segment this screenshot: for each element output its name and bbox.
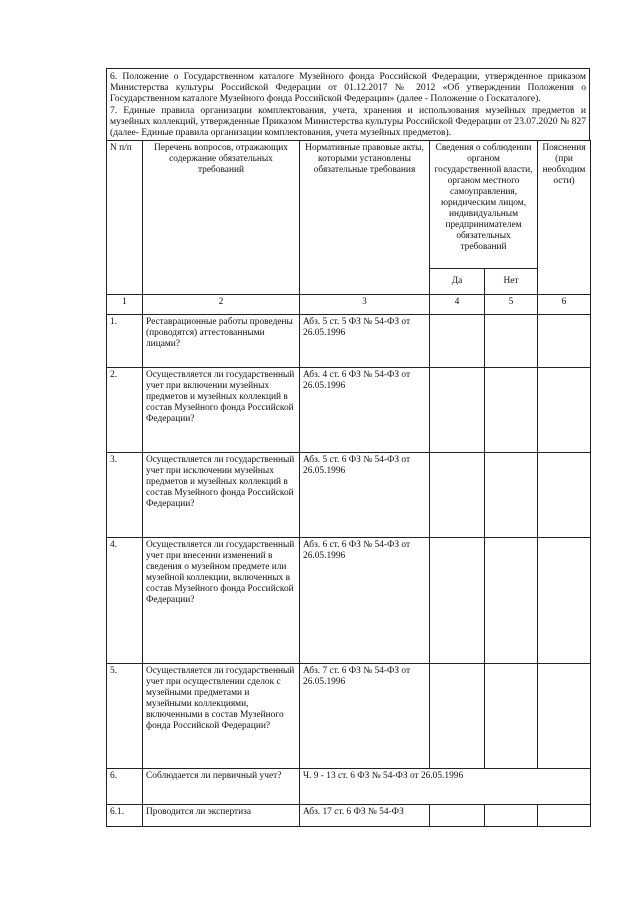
- column-number: 4: [430, 295, 485, 315]
- row-yes-cell: [430, 315, 485, 368]
- row-act: Абз. 5 ст. 6 ФЗ № 54-ФЗ от 26.05.1996: [300, 453, 430, 538]
- table-row: [107, 453, 591, 538]
- row-notes-cell: [538, 453, 591, 538]
- column-number: 5: [485, 295, 538, 315]
- header-compliance: Сведения о соблюдении органом государственной власти, органом местного самоуправления, юридическим лицом, индивидуальным предпринимателем обязательных требований: [430, 141, 538, 269]
- column-number: 1: [107, 295, 143, 315]
- row-no-cell: [485, 453, 538, 538]
- row-num: 6.1.: [107, 805, 143, 827]
- document-page: [106, 68, 590, 827]
- row-num: 4.: [107, 538, 143, 664]
- table-row: [107, 664, 591, 769]
- row-num: 3.: [107, 453, 143, 538]
- header-acts: Нормативные правовые акты, которыми установлены обязательные требования: [300, 141, 430, 295]
- row-no-cell: [485, 368, 538, 453]
- row-question: Осуществляется ли государственный учет при внесении изменений в сведения о музейном предмете или музейной коллекции, включенных в состав Музейного фонда Российской Федерации?: [143, 538, 300, 664]
- row-no-cell: [485, 664, 538, 769]
- requirements-table: [106, 140, 591, 827]
- column-number: 2: [143, 295, 300, 315]
- header-notes: Пояснения (при необходим ости): [538, 141, 591, 295]
- row-num: 2.: [107, 368, 143, 453]
- intro-item-6: 6. Положение о Государственном каталоге Музейного фонда Российской Федерации, утвержденное приказом Министерства культуры Российской Федерации от 01.12.2017 № 2012 «Об утверждении Положения о Государственном каталоге Музейного фонда Российской Федерации» (далее - Положение о Госкаталоге).: [110, 71, 586, 105]
- row-yes-cell: [430, 538, 485, 664]
- column-numbers-row: [107, 295, 591, 315]
- intro-block: [106, 68, 590, 140]
- column-number: 3: [300, 295, 430, 315]
- row-question: Реставрационные работы проведены (проводятся) аттестованными лицами?: [143, 315, 300, 368]
- header-yes: Да: [430, 269, 485, 295]
- row-act-wide: Ч. 9 - 13 ст. 6 ФЗ № 54-ФЗ от 26.05.1996: [300, 769, 591, 805]
- row-num: 6.: [107, 769, 143, 805]
- row-notes-cell: [538, 805, 591, 827]
- row-yes-cell: [430, 453, 485, 538]
- row-act: Абз. 17 ст. 6 ФЗ № 54-ФЗ: [300, 805, 430, 827]
- row-question: Соблюдается ли первичный учет?: [143, 769, 300, 805]
- table-row: [107, 538, 591, 664]
- row-num: 1.: [107, 315, 143, 368]
- row-yes-cell: [430, 664, 485, 769]
- header-no: Нет: [485, 269, 538, 295]
- row-no-cell: [485, 315, 538, 368]
- table-row: [107, 805, 591, 827]
- table-row: [107, 368, 591, 453]
- table-row: [107, 769, 591, 805]
- row-question: Осуществляется ли государственный учет при включении музейных предметов и музейных коллекций в состав Музейного фонда Российской Федерации?: [143, 368, 300, 453]
- row-act: Абз. 6 ст. 6 ФЗ № 54-ФЗ от 26.05.1996: [300, 538, 430, 664]
- row-notes-cell: [538, 315, 591, 368]
- header-row: [107, 141, 591, 269]
- header-question: Перечень вопросов, отражающих содержание обязательных требований: [143, 141, 300, 295]
- row-notes-cell: [538, 538, 591, 664]
- row-notes-cell: [538, 664, 591, 769]
- row-notes-cell: [538, 368, 591, 453]
- row-yes-cell: [430, 368, 485, 453]
- row-act: Абз. 7 ст. 6 ФЗ № 54-ФЗ от 26.05.1996: [300, 664, 430, 769]
- row-num: 5.: [107, 664, 143, 769]
- table-row: [107, 315, 591, 368]
- row-question: Проводится ли экспертиза: [143, 805, 300, 827]
- row-yes-cell: [430, 805, 485, 827]
- intro-item-7: 7. Единые правила организации комплектования, учета, хранения и использования музейных предметов и музейных коллекций, утвержденные Приказом Министерства культуры Российской Федерации от 23.07.2020 № 827 (далее- Единые правила организации комплектования, учета музейных предметов).: [110, 104, 586, 139]
- row-no-cell: [485, 805, 538, 827]
- row-no-cell: [485, 538, 538, 664]
- row-question: Осуществляется ли государственный учет при исключении музейных предметов и музейных коллекций в состав Музейного фонда Российской Федерации?: [143, 453, 300, 538]
- row-act: Абз. 5 ст. 5 ФЗ № 54-ФЗ от 26.05.1996: [300, 315, 430, 368]
- header-num: N п/п: [107, 141, 143, 295]
- row-act: Абз. 4 ст. 6 ФЗ № 54-ФЗ от 26.05.1996: [300, 368, 430, 453]
- row-question: Осуществляется ли государственный учет при осуществлении сделок с музейными предметами и музейными коллекциями, включенными в состав Музейного фонда Российской Федерации?: [143, 664, 300, 769]
- column-number: 6: [538, 295, 591, 315]
